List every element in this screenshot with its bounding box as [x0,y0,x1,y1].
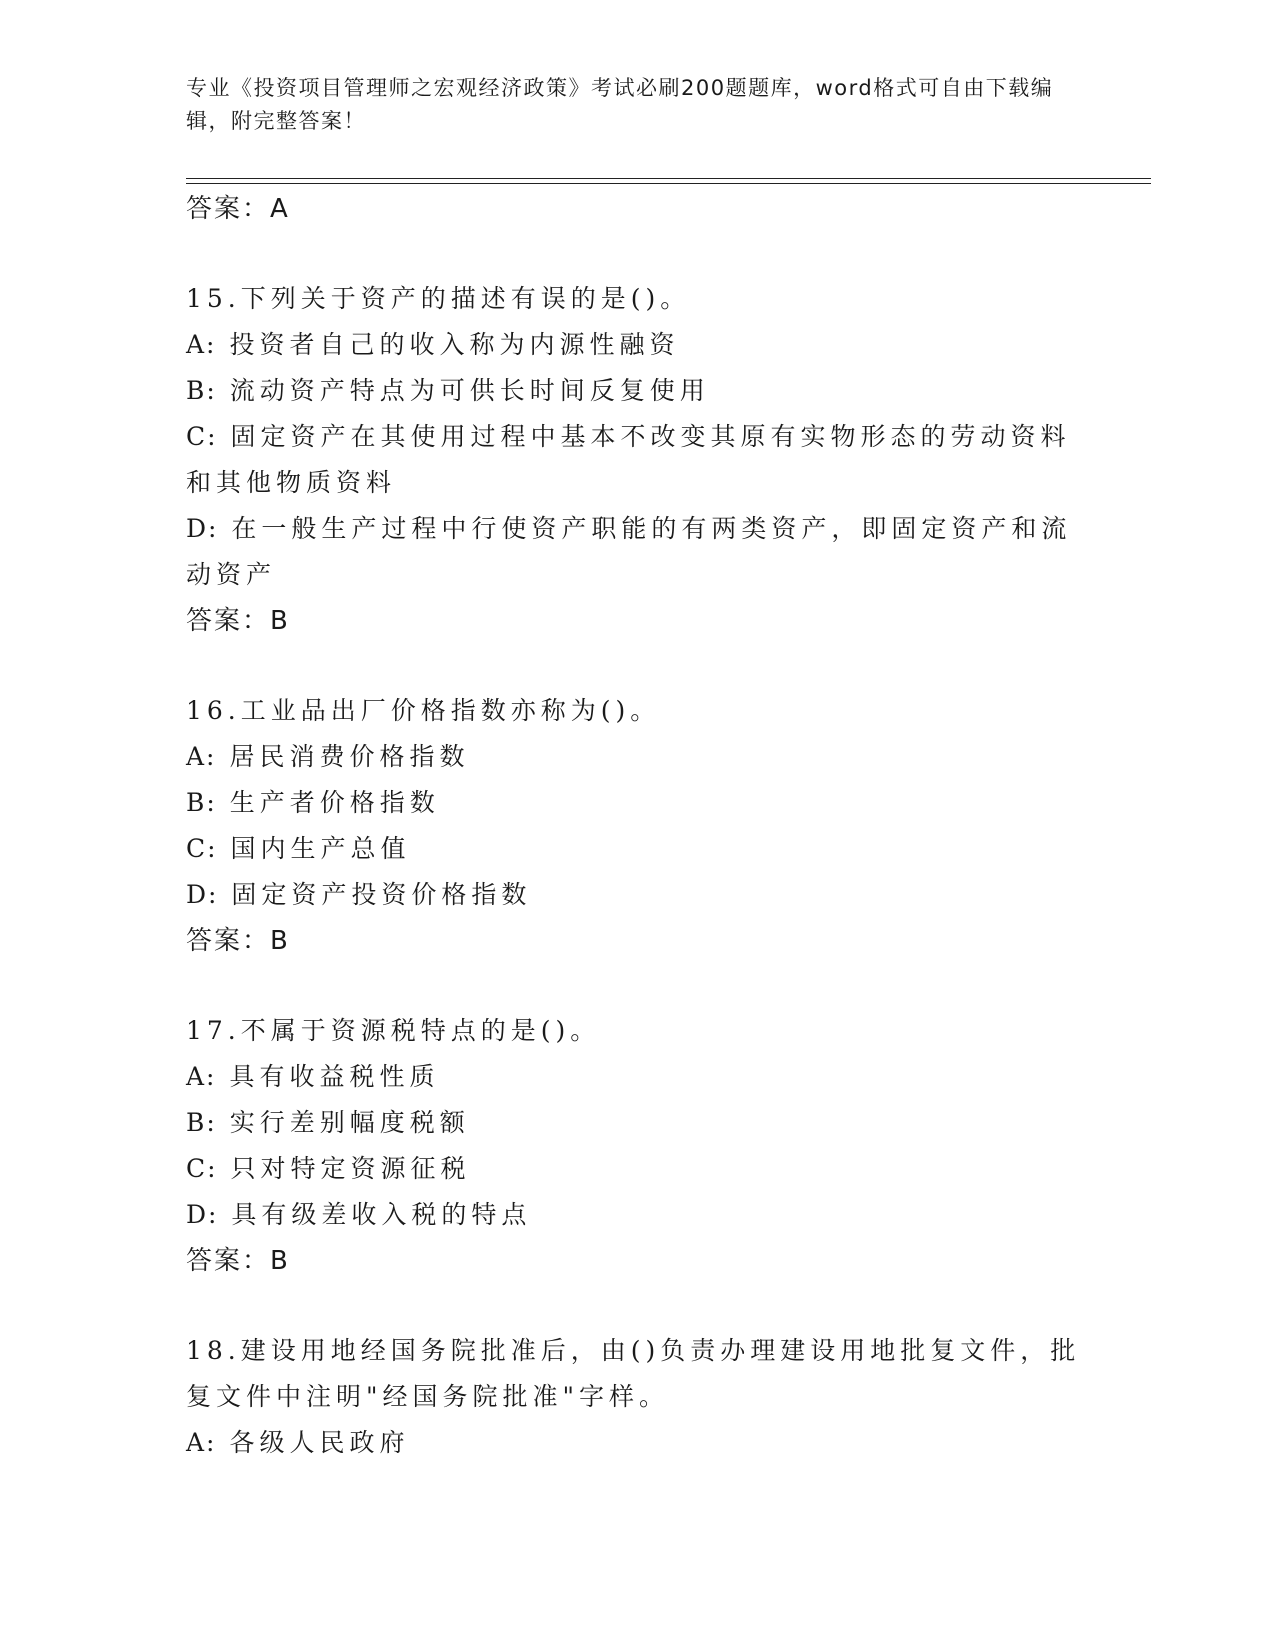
option-b [186,780,1086,826]
option-text: 固定资产投资价格指数 [231,880,532,909]
option-label: B: [186,788,217,817]
question-stem: 17.不属于资源税特点的是()。 [186,1016,601,1045]
option-text: 流动资产特点为可供长时间反复使用 [229,376,710,405]
option-label: B: [186,1108,217,1137]
option-text: 具有收益税性质 [229,1062,440,1091]
option-text: 生产者价格指数 [229,788,440,817]
option-d [186,1192,1086,1238]
option-a [186,322,1086,368]
question-stem: 15.下列关于资产的描述有误的是()。 [186,284,691,313]
option-text: 国内生产总值 [230,834,411,863]
option-text: 固定资产在其使用过程中基本不改变其原有实物形态的劳动资料和其他物质资料 [186,422,1071,497]
option-label: D: [186,514,219,543]
option-label: C: [186,1154,218,1183]
option-label: A: [186,1428,217,1457]
question-17 [186,1008,1086,1284]
option-text: 在一般生产过程中行使资产职能的有两类资产，即固定资产和流动资产 [186,514,1072,589]
header-divider-top [186,178,1151,179]
option-text: 只对特定资源征税 [230,1154,471,1183]
question-stem: 16.工业品出厂价格指数亦称为()。 [186,696,661,725]
question-18 [186,1328,1086,1466]
question-stem: 18.建设用地经国务院批准后，由()负责办理建设用地批复文件，批复文件中注明"经国务院批准"字样。 [186,1336,1081,1411]
option-label: C: [186,834,218,863]
answer-line: 答案：B [186,1246,290,1276]
option-label: A: [186,742,217,771]
option-label: C: [186,422,218,451]
header-text: 专业《投资项目管理师之宏观经济政策》考试必刷200题题库，word格式可自由下载编辑，附完整答案！ [186,76,1054,133]
option-a [186,734,1086,780]
option-label: A: [186,330,217,359]
option-label: D: [186,1200,219,1229]
header-divider-bottom [186,183,1151,184]
option-c [186,1146,1086,1192]
question-16 [186,688,1086,964]
option-d [186,506,1086,598]
question-list [186,186,1086,1466]
option-text: 居民消费价格指数 [229,742,470,771]
option-text: 具有级差收入税的特点 [231,1200,532,1229]
option-text: 实行差别幅度税额 [229,1108,470,1137]
option-text: 投资者自己的收入称为内源性融资 [229,330,680,359]
option-a [186,1054,1086,1100]
option-a [186,1420,1086,1466]
option-c [186,826,1086,872]
option-d [186,872,1086,918]
option-c [186,414,1086,506]
answer-line: 答案：B [186,926,290,956]
answer-line: 答案：A [186,194,290,224]
option-text: 各级人民政府 [229,1428,410,1457]
option-b [186,1100,1086,1146]
document-header [186,72,1066,138]
option-label: A: [186,1062,217,1091]
option-label: D: [186,880,219,909]
answer-line: 答案：B [186,606,290,636]
option-label: B: [186,376,217,405]
question-15 [186,276,1086,644]
option-b [186,368,1086,414]
